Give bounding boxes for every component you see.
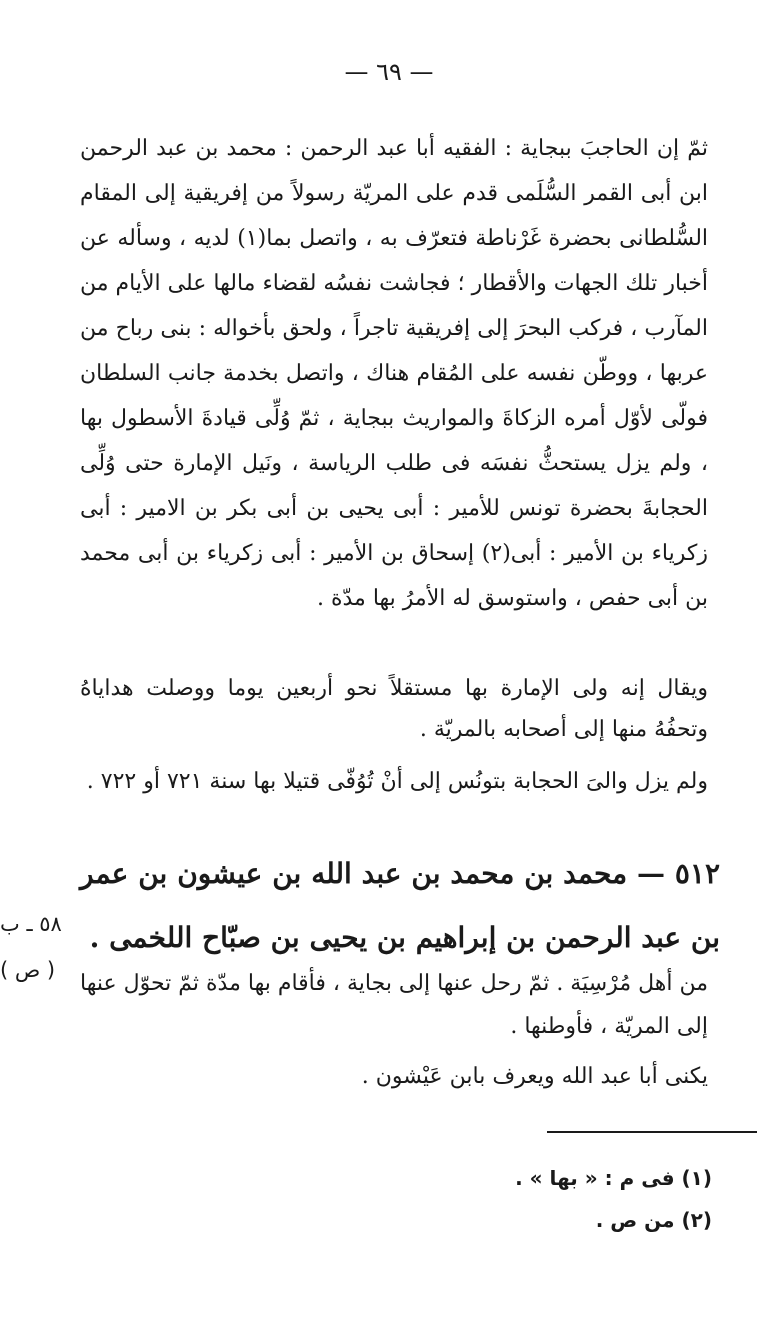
- paragraph-kunya: يكنى أبا عبد الله ويعرف بابن عَيْشون .: [361, 1064, 708, 1089]
- footnote-divider: [547, 1131, 757, 1133]
- paragraph-death: ولم يزل والىَ الحجابة بتونُس إلى أنْ تُوُفّى قتيلا بها سنة ٧٢١ أو ٧٢٢ .: [86, 769, 708, 794]
- margin-note-folio: ٥٨ ـ ب: [0, 912, 62, 936]
- footnote-1: (١) فى م : « بها » .: [515, 1166, 712, 1190]
- paragraph-biography: ثمّ إن الحاجبَ ببجاية : الفقيه أبا عبد الرحمن : محمد بن عبد الرحمن ابن أبى القمر السُّلَمى قدم على المريّة رسولاً من إفريقية إلى المقام السُّلطانى بحضرة غَرْناطة فتعرّف به ، واتصل بما(١) لديه ، وسأله عن أخبار تلك الجهات والأقطار ؛ فجاشت نفسُه لقضاء مالها على الأيام من المآرب ، فركب البحرَ إلى إفريقية تاجراً ، ولحق بأخواله : بنى رباح من عربها ، ووطّن نفسه على المُقام هناك ، واتصل بخدمة جانب السلطان فولّى لأوّل أمره الزكاةَ والمواريث ببجاية ، ثمّ وُلِّى قيادةَ الأسطول بها ، ولم يزل يستحثُّ نفسَه فى طلب الرياسة ، ونَيل الإمارة حتى وُلِّى الحجابةَ بحضرة تونس للأمير : أبى يحيى بن أبى بكر بن الامير : أبى زكرياء بن الأمير : أبى(٢) إسحاق بن الأمير : أبى زكرياء بن أبى محمد بن أبى حفص ، واستوسق له الأمرُ بها مدّة .: [80, 136, 709, 611]
- footnote-2: (٢) من ص .: [595, 1208, 712, 1232]
- entry-heading: ٥١٢ — محمد بن محمد بن عبد الله بن عيشون بن عمر بن عبد الرحمن بن إبراهيم بن يحيى بن صبّاح اللخمى .: [80, 857, 720, 954]
- paragraph-emirate: ويقال إنه ولى الإمارة بها مستقلاً نحو أربعين يوما ووصلت هداياهُ وتحفُهُ منها إلى أصحابه بالمريّة .: [80, 676, 708, 742]
- paragraph-origin: من أهل مُرْسِيَة . ثمّ رحل عنها إلى بجاية ، فأقام بها مدّة ثمّ تحوّل عنها إلى المريّة ، فأوطنها .: [80, 971, 708, 1039]
- margin-note-source: ( ص ): [0, 958, 56, 982]
- page-number: — ٦٩ —: [344, 58, 434, 86]
